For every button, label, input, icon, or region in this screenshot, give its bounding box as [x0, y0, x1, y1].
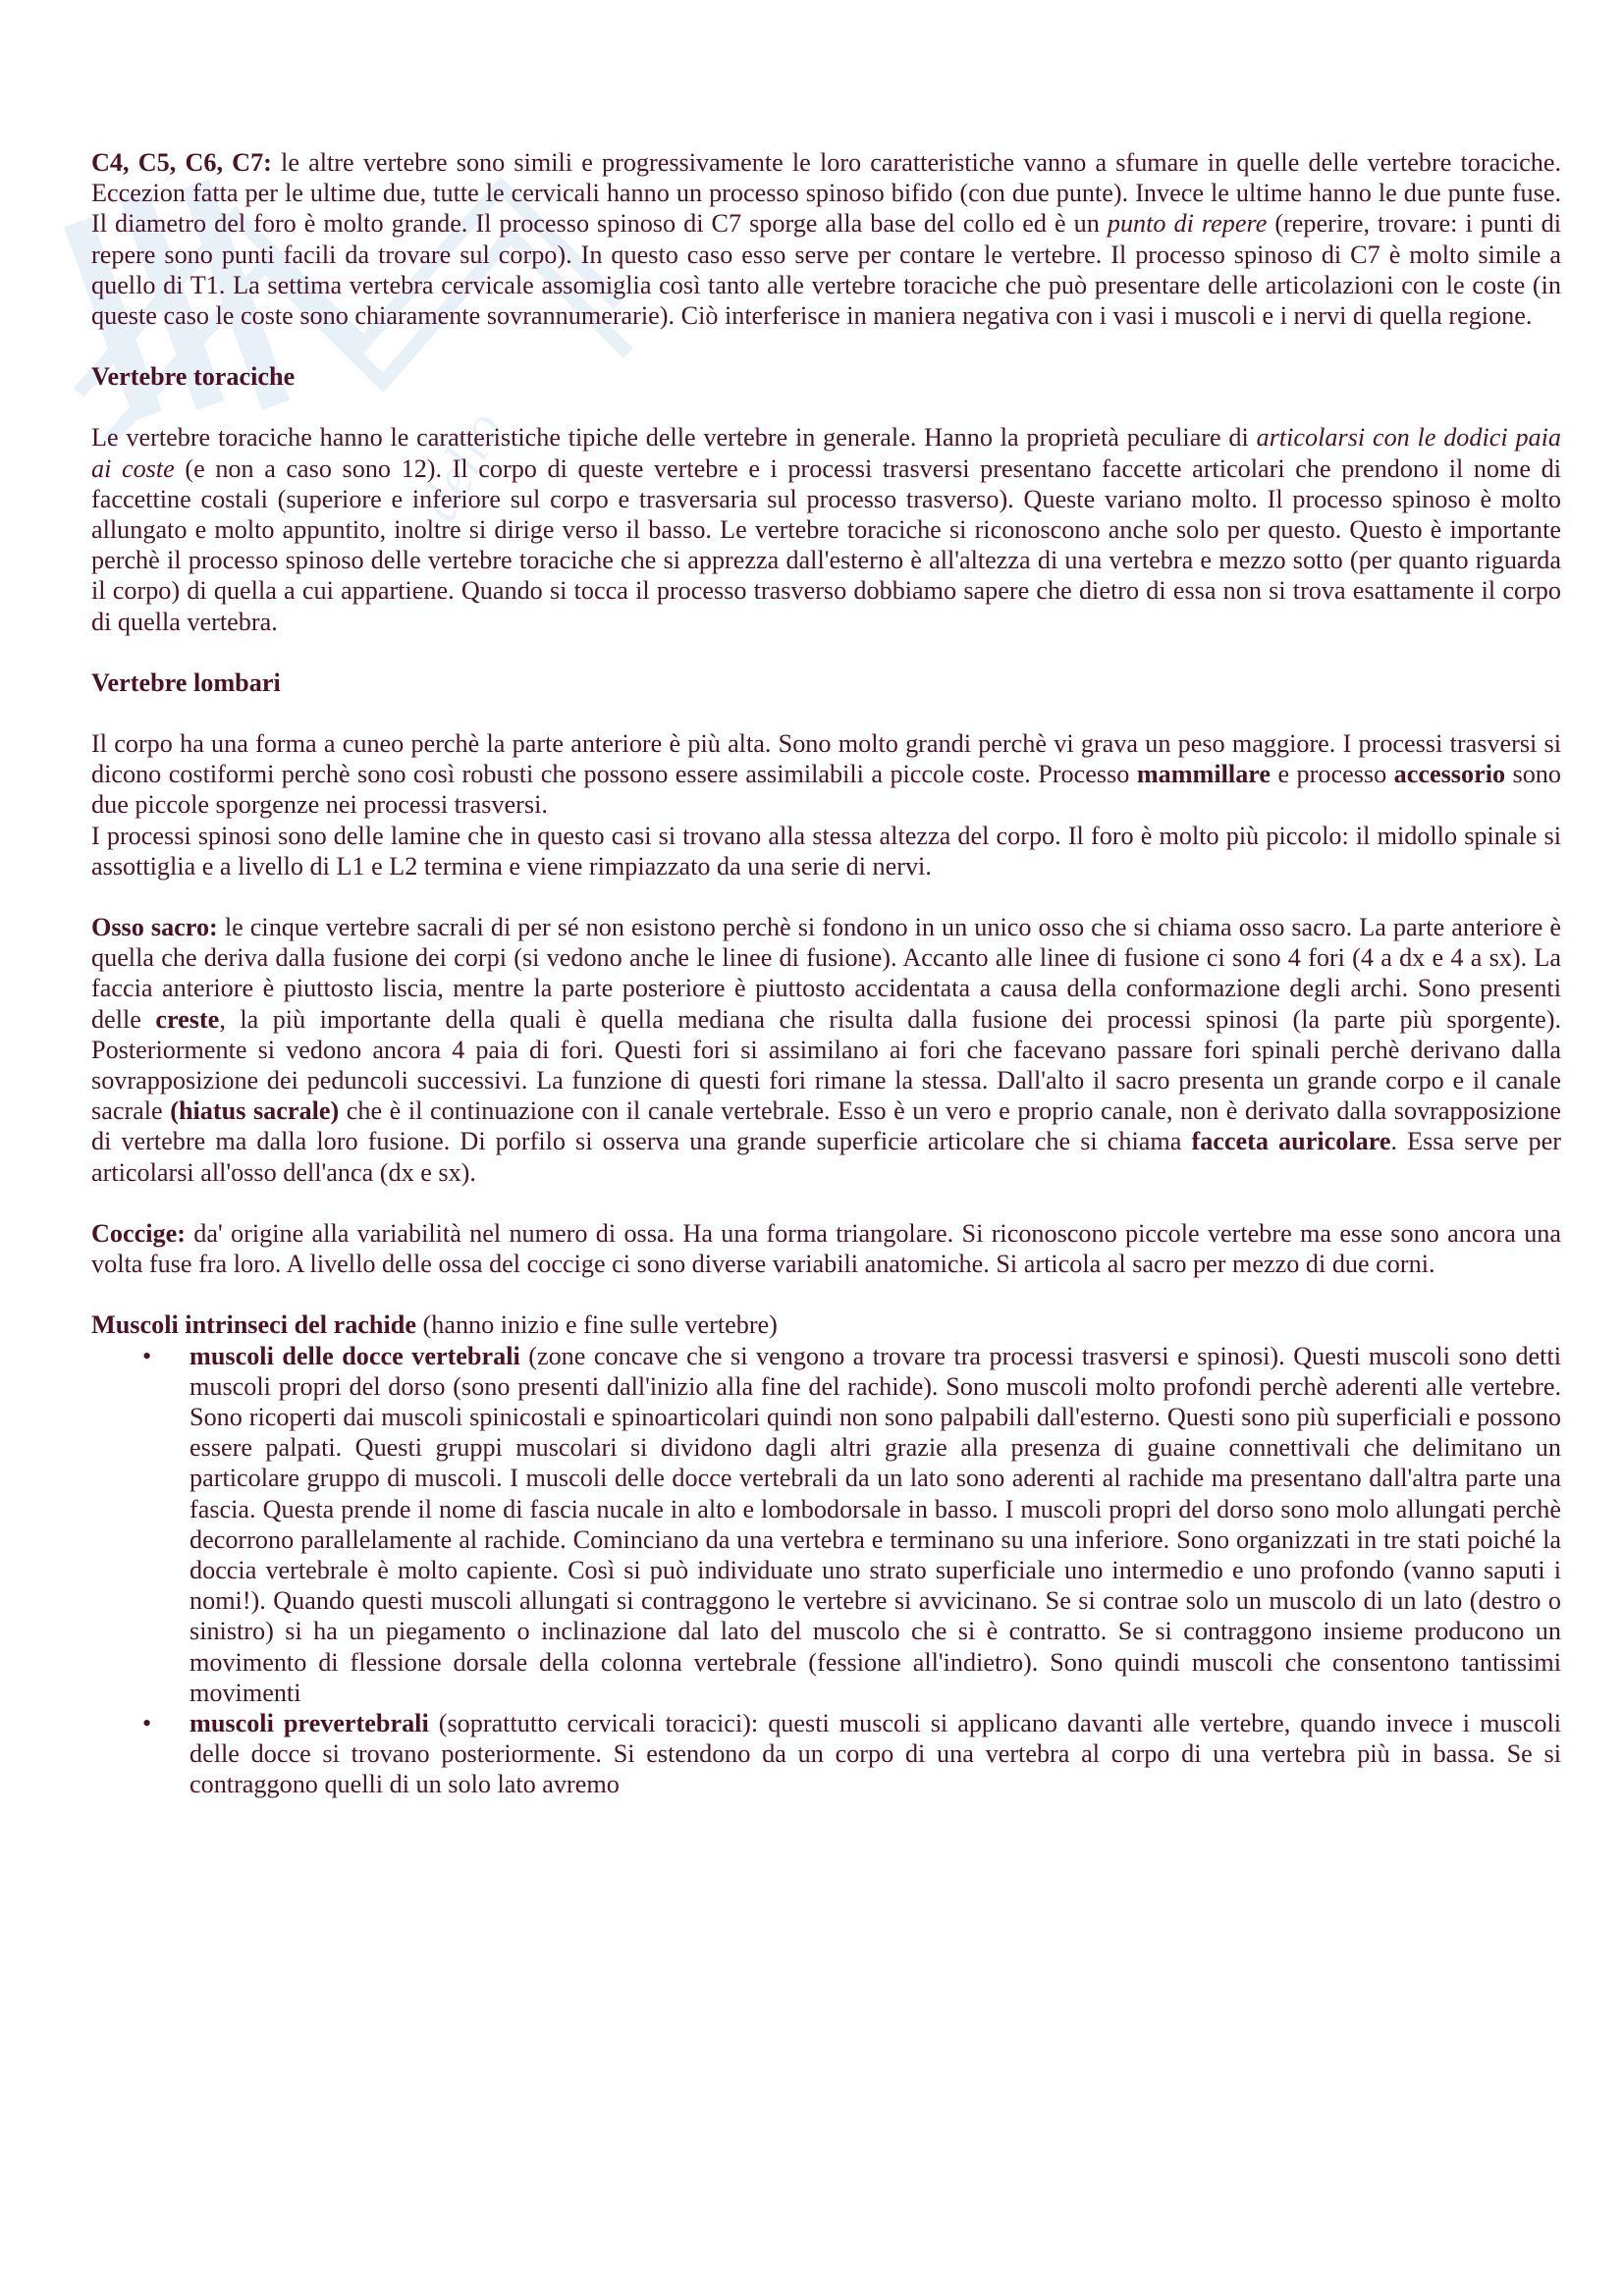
thoracic-text-2: (e non a caso sono 12). Il corpo di queste vertebre e i processi trasversi presentano faccette articolari che prendono il nome di faccettine costali (superiore e inferiore sul corpo e trasversaria sul processo trasverso). Queste variano molto. Il processo spinoso è molto allungato e molto appuntito, inoltre si dirige verso il basso. Le vertebre toraciche si riconoscono anche solo per questo. Questo è importante perchè il processo spinoso delle vertebre toraciche che si apprezza dall'esterno è all'altezza di una vertebra e mezzo sotto (per quanto riguarda il corpo) di quella a cui appartiene. Quando si tocca il processo trasverso dobbiamo sapere che dietro di essa non si trova esattamente il corpo di quella vertebra.	[91, 454, 1561, 636]
sacrum-text-1: le cinque vertebre sacrali di per sé non esistono perchè si fondono in un unico osso che si chiama osso sacro. La parte anteriore è quella che deriva dalla fusione dei corpi (si vedono anche le linee di fusione). Accanto alle linee di fusione ci sono 4 fori (4 a dx e 4 a sx). La faccia anteriore è piuttosto liscia, mentre la parte posteriore è piuttosto accidentata a causa della conformazione degli archi. Sono presenti delle	[91, 913, 1561, 1034]
list-item	[91, 1708, 1561, 1800]
paragraph-lumbar-2	[91, 821, 1561, 881]
coccyx-lead: Coccige:	[91, 1218, 186, 1248]
sacrum-text-3: che è il continuazione con il canale vertebrale. Esso è un vero e proprio canale, non è derivato dalla sovrapposizione di vertebre ma dalla loro fusione. Di porfilo si osserva una grande superficie articolare che si chiama	[91, 1096, 1561, 1156]
thoracic-text-1: Le vertebre toraciche hanno le caratteristiche tipiche delle vertebre in generale. Hanno la proprietà peculiare di	[91, 423, 1257, 453]
cervical-italic: punto di repere	[1107, 209, 1268, 239]
lumbar-bold-mammillare: mammillare	[1136, 760, 1271, 789]
heading-lumbar: Vertebre lombari	[91, 667, 281, 697]
sacrum-bold-creste: creste	[155, 1004, 220, 1034]
svg-text:dello: dello	[405, 400, 515, 531]
sacrum-text-2: , la più importante della quali è quella mediana che risulta dalla fusione dei processi spinosi (la parte più sporgente). Posteriormente si vedono ancora 4 paia di fori. Questi fori si assimilano ai fori che facevano passare fori spinali perchè derivano dalla sovrapposizione dei peduncoli successivi. La funzione di questi fori rimane la stessa. Dall'alto il sacro presenta un grande corpo e il canale sacrale	[91, 1004, 1561, 1126]
lumbar-text-4: I processi spinosi sono delle lamine che in questo casi si trovano alla stessa altezza del corpo. Il foro è molto più piccolo: il midollo spinale si assottiglia e a livello di L1 e L2 termina e viene rimpiazzato da una serie di nervi.	[91, 821, 1561, 881]
coccyx-text: da' origine alla variabilità nel numero di ossa. Ha una forma triangolare. Si riconoscono piccole vertebre ma esse sono ancora una volta fuse fra loro. A livello delle ossa del coccige ci sono diverse variabili anatomiche. Si articola al sacro per mezzo di due corni.	[91, 1218, 1561, 1279]
sacrum-bold-hiatus: (hiatus sacrale)	[170, 1096, 340, 1126]
sacrum-bold-facceta: facceta auricolare	[1191, 1127, 1391, 1156]
bullet-icon: •	[142, 1341, 152, 1370]
muscle-text: (soprattutto cervicali toracici): questi muscoli si applicano davanti alle vertebre, quando invece i muscoli delle docce si trovano posteriormente. Si estendono da un corpo di una vertebra al corpo di una vertebra più in bassa. Se si contraggono quelli di un solo lato avremo	[189, 1708, 1561, 1799]
list-item	[91, 1341, 1561, 1708]
lumbar-text-3: sono due piccole sporgenze nei processi trasversi.	[91, 760, 1561, 820]
muscles-list	[91, 1341, 1561, 1800]
sacrum-lead: Osso sacro:	[91, 913, 218, 942]
muscle-text: (zone concave che si vengono a trovare tra processi trasversi e spinosi). Questi muscoli sono detti muscoli propri del dorso (sono presenti dall'inizio alla fine del rachide). Sono muscoli molto profondi perchè aderenti alle vertebre. Sono ricoperti dai muscoli spinicostali e spinoarticolari quindi non sono palpabili dall'esterno. Questi sono più superficiali e possono essere palpati. Questi gruppi muscolari si dividono dagli altri grazie alla presenza di guaine connettivali che delimitano un particolare gruppo di muscoli. I muscoli delle docce vertebrali da un lato sono aderenti al rachide ma presentano dall'altra parte una fascia. Questa prende il nome di fascia nucale in alto e lombodorsale in basso. I muscoli propri del dorso sono molo allungati perchè decorrono parallelamente al rachide. Cominciano da una vertebra e terminano su una inferiore. Sono organizzati in tre stati poiché la doccia vertebrale è molto capiente. Così si può individuate uno strato superficiale uno intermedio e uno profondo (vanno saputi i nomi!). Quando questi muscoli allungati si contraggono le vertebre si avvicinano. Se si contrae solo un muscolo di un lato (destro o sinistro) si ha un piegamento o inclinazione dal lato del muscolo che si è contratto. Se si contraggono insieme producono un movimento di flessione dorsale della colonna vertebrale (fessione all'indietro). Sono quindi muscoli che consentono tantissimi movimenti	[189, 1341, 1561, 1707]
heading-muscles: Muscoli intrinseci del rachide	[91, 1310, 416, 1340]
paragraph-thoracic	[91, 422, 1561, 636]
thoracic-italic: articolarsi con le dodici paia ai coste	[91, 423, 1562, 483]
cervical-lead: C4, C5, C6, C7:	[91, 148, 272, 177]
sacrum-text-4: . Essa serve per articolarsi all'osso dell'anca (dx e sx).	[91, 1127, 1561, 1187]
muscles-heading-line	[91, 1309, 1561, 1340]
document-page	[91, 147, 1561, 1800]
cervical-text-1: le altre vertebre sono simili e progressivamente le loro caratteristiche vanno a sfumare in quelle delle vertebre toraciche. Eccezion fatta per le ultime due, tutte le cervicali hanno un processo spinoso bifido (con due punte). Invece le ultime hanno le due punte fuse. Il diametro del foro è molto grande. Il processo spinoso di C7 sporge alla base del collo ed è un	[91, 148, 1561, 239]
muscle-term: muscoli prevertebrali	[189, 1708, 429, 1737]
heading-thoracic: Vertebre toraciche	[91, 362, 296, 392]
paragraph-cervical	[91, 147, 1561, 331]
bullet-icon: •	[142, 1708, 152, 1737]
lumbar-text-2: e processo	[1271, 760, 1394, 789]
paragraph-lumbar-1	[91, 728, 1561, 821]
muscles-heading-note: (hanno inizio e fine sulle vertebre)	[415, 1310, 778, 1340]
paragraph-sacrum	[91, 912, 1561, 1188]
cervical-text-2: (reperire, trovare: i punti di repere sono punti facili da trovare sul corpo). In questo caso esso serve per contare le vertebre. Il processo spinoso di C7 è molto simile a quello di T1. La settima vertebra cervicale assomiglia così tanto alle vertebre toraciche che può presentare delle articolazioni con le coste (in queste caso le coste sono chiaramente sovrannumerarie). Ciò interferisce in maniera negativa con i vasi i muscoli e i nervi di quella regione.	[91, 209, 1562, 331]
lumbar-bold-accessorio: accessorio	[1393, 760, 1506, 789]
muscle-term: muscoli delle docce vertebrali	[189, 1341, 520, 1370]
lumbar-text-1: Il corpo ha una forma a cuneo perchè la parte anteriore è più alta. Sono molto grandi perchè vi grava un peso maggiore. I processi trasversi si dicono costiformi perchè sono così robusti che possono essere assimilabili a piccole coste. Processo	[91, 729, 1561, 789]
paragraph-coccyx	[91, 1218, 1561, 1279]
